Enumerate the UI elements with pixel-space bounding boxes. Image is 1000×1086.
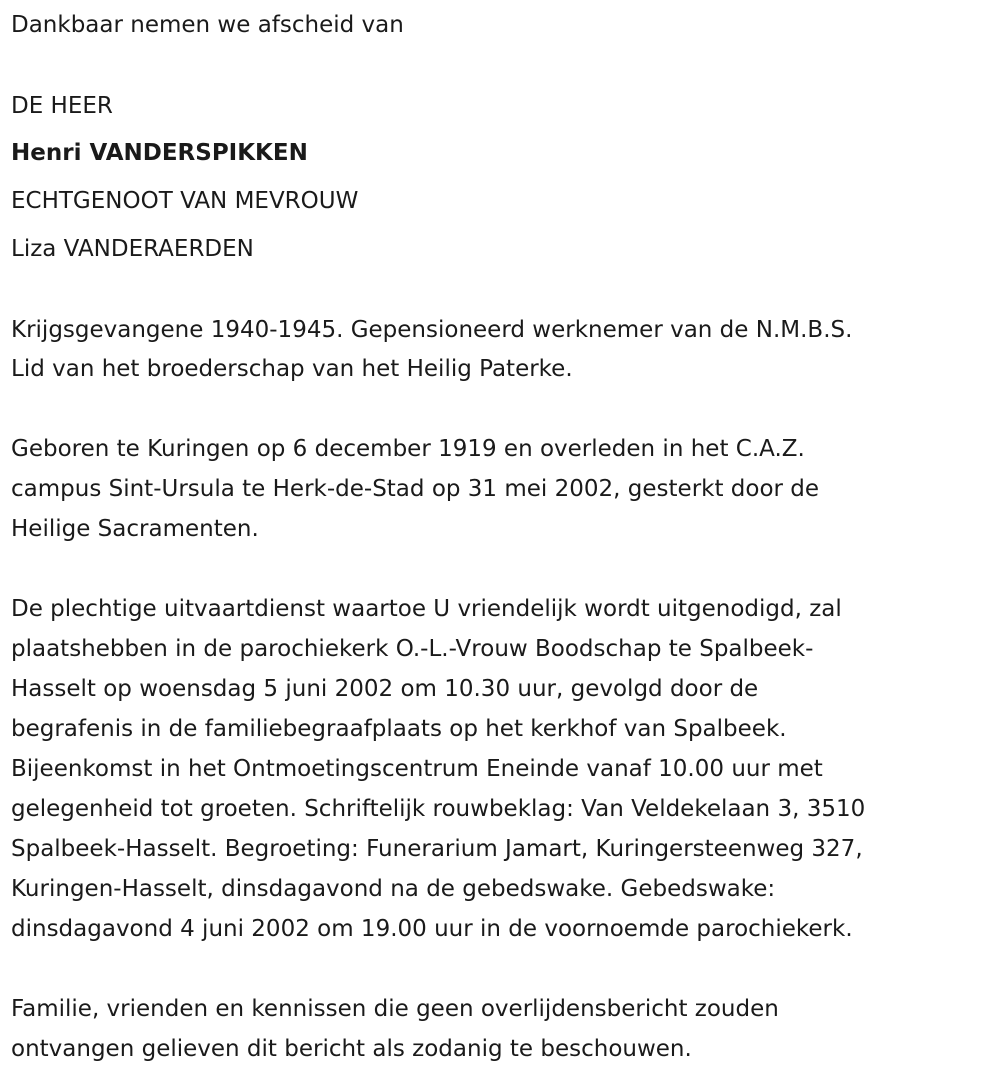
funeral-line: Spalbeek-Hasselt. Begroeting: Funerarium Jamart, Kuringersteenweg 327, (11, 836, 863, 862)
funeral-line: plaatshebben in de parochiekerk O.-L.-Vrouw Boodschap te Spalbeek- (11, 636, 814, 662)
intro-text: Dankbaar nemen we afscheid van (11, 12, 404, 38)
funeral-line: begrafenis in de familiebegraafplaats op het kerkhof van Spalbeek. (11, 716, 787, 742)
spouse-name: Liza VANDERAERDEN (11, 236, 254, 262)
birth-death-line: Geboren te Kuringen op 6 december 1919 en overleden in het C.A.Z. (11, 436, 805, 462)
funeral-line: gelegenheid tot groeten. Schriftelijk rouwbeklag: Van Veldekelaan 3, 3510 (11, 796, 866, 822)
funeral-line: dinsdagavond 4 juni 2002 om 19.00 uur in de voornoemde parochiekerk. (11, 916, 853, 942)
salutation: DE HEER (11, 93, 113, 119)
deceased-name: Henri VANDERSPIKKEN (11, 140, 308, 166)
bio-line: Lid van het broederschap van het Heilig Paterke. (11, 356, 573, 382)
funeral-line: Kuringen-Hasselt, dinsdagavond na de gebedswake. Gebedswake: (11, 876, 776, 902)
funeral-line: De plechtige uitvaartdienst waartoe U vriendelijk wordt uitgenodigd, zal (11, 596, 842, 622)
relation-text: ECHTGENOOT VAN MEVROUW (11, 188, 359, 214)
bio-line: Krijgsgevangene 1940-1945. Gepensioneerd werknemer van de N.M.B.S. (11, 317, 853, 343)
funeral-line: Hasselt op woensdag 5 juni 2002 om 10.30 uur, gevolgd door de (11, 676, 759, 702)
funeral-line: Bijeenkomst in het Ontmoetingscentrum Eneinde vanaf 10.00 uur met (11, 756, 823, 782)
birth-death-line: campus Sint-Ursula te Herk-de-Stad op 31 mei 2002, gesterkt door de (11, 476, 820, 502)
closing-line: ontvangen gelieven dit bericht als zodanig te beschouwen. (11, 1036, 692, 1062)
birth-death-line: Heilige Sacramenten. (11, 516, 259, 542)
closing-line: Familie, vrienden en kennissen die geen overlijdensbericht zouden (11, 996, 779, 1022)
